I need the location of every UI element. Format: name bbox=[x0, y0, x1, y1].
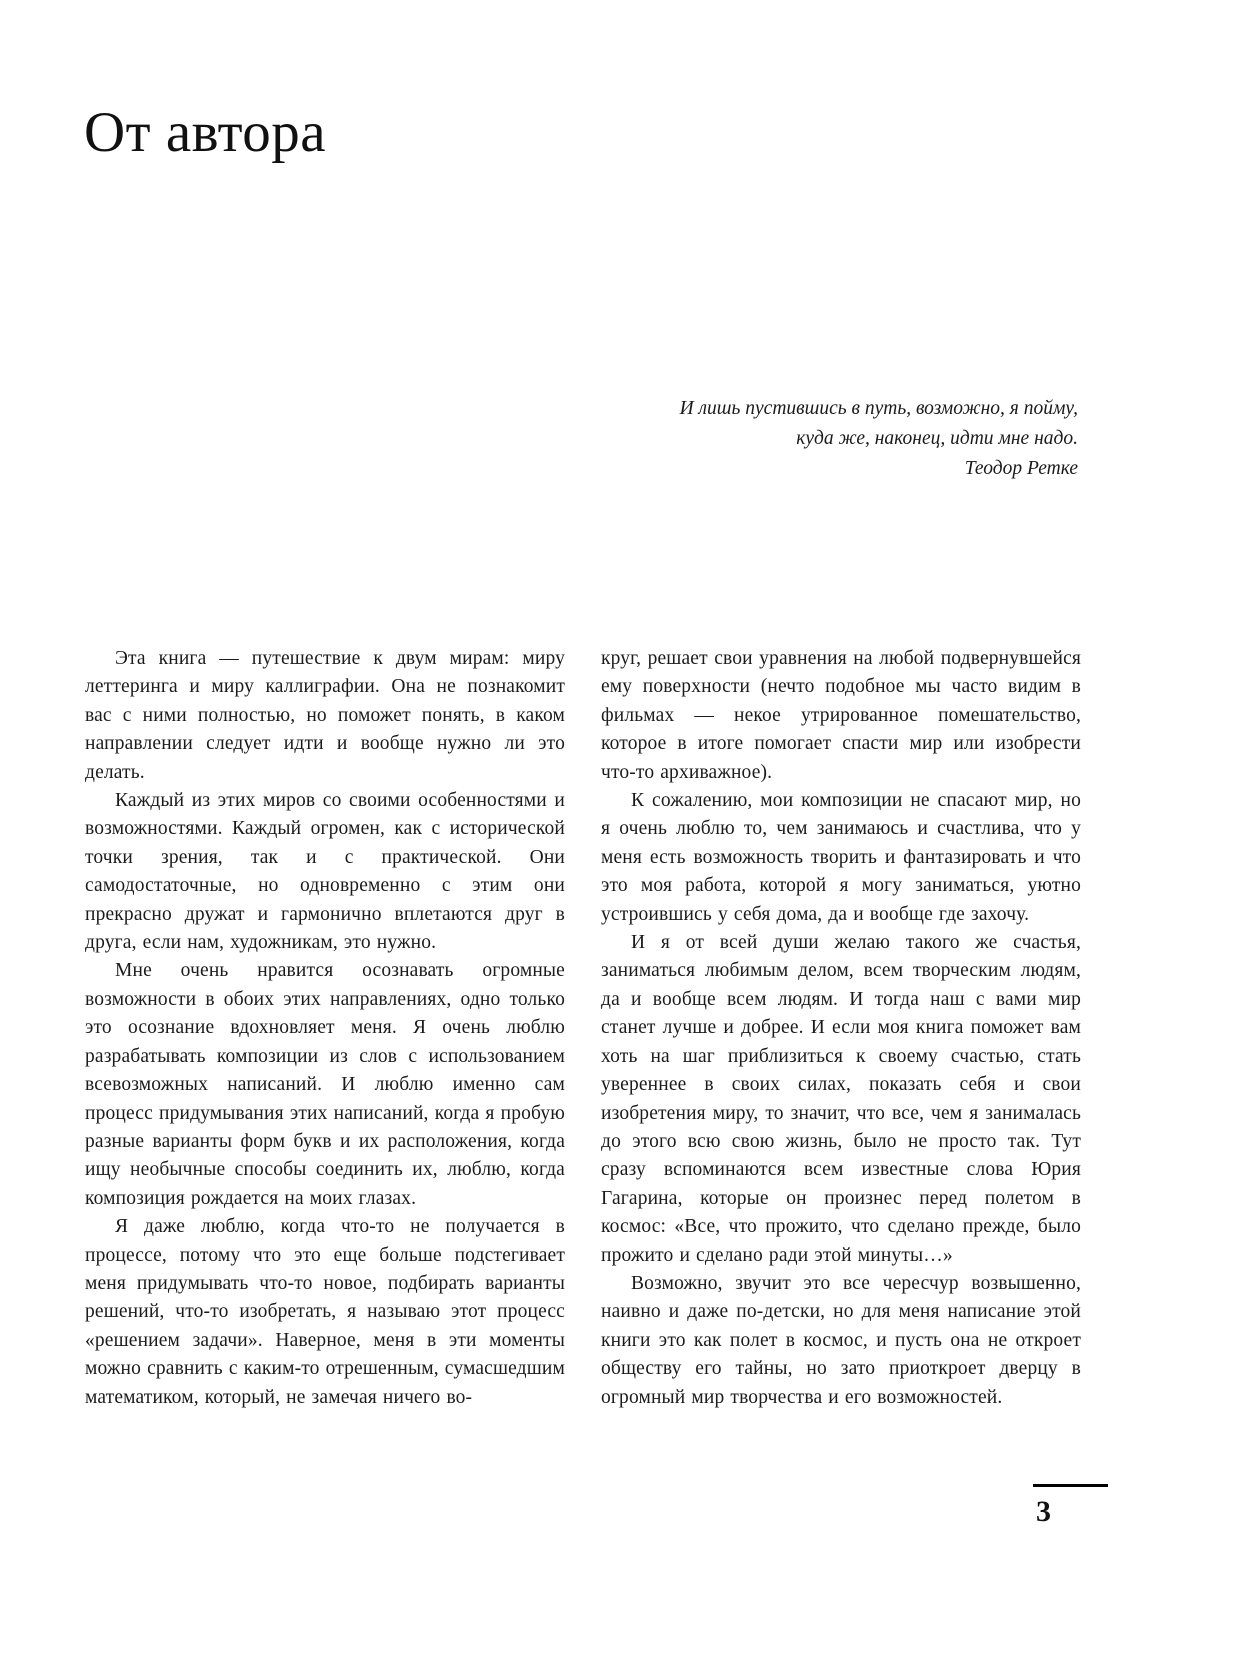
page-footer bbox=[1033, 1484, 1108, 1529]
epigraph-line-1: И лишь пустившись в путь, возможно, я пойму, bbox=[679, 398, 1078, 419]
folio-rule bbox=[1033, 1484, 1108, 1487]
paragraph: Я даже люблю, когда что-то не получается в процессе, потому что это еще больше подстегивает меня придумывать что-то новое, подбирать варианты решений, что-то изобретать, я называю этот процесс «решением задачи». Наверное, меня в эти моменты можно сравнить с каким-то отрешенным, сумасшедшим математиком, который, не замечая ничего во- bbox=[85, 1216, 565, 1408]
epigraph-line-2: куда же, наконец, идти мне надо. bbox=[796, 428, 1078, 449]
paragraph: И я от всей души желаю такого же счастья, заниматься любимым делом, всем творческим людям, да и вообще всем людям. И тогда наш с вами мир станет лучше и добрее. И если моя книга поможет вам хоть на шаг приблизиться к своему счастью, стать увереннее в своих силах, показать себя и свои изобретения миру, то значит, что все, чем я занималась до этого всю свою жизнь, было не просто так. Тут сразу вспоминаются всем известные слова Юрия Гагарина, которые он произнес перед полетом в космос: «Все, что прожито, что сделано прежде, было прожито и сделано ради этой минуты…» bbox=[601, 932, 1081, 1266]
chapter-title: От автора bbox=[84, 101, 327, 165]
epigraph-author: Теодор Ретке bbox=[964, 458, 1078, 479]
paragraph: Эта книга — путешествие к двум мирам: миру леттеринга и миру каллиграфии. Она не познакомит вас с ними полностью, но поможет понять, в каком направлении следует идти и вообще нужно ли это делать. bbox=[85, 648, 565, 783]
paragraph: Возможно, звучит это все чересчур возвышенно, наивно и даже по-детски, но для меня написание этой книги это как полет в космос, и пусть она не откроет обществу его тайны, но зато приоткроет дверцу в огромный мир творчества и его возможностей. bbox=[601, 1272, 1081, 1408]
right-column bbox=[601, 645, 1081, 1412]
left-column bbox=[85, 645, 565, 1412]
paragraph: Мне очень нравится осознавать огромные возможности в обоих этих направлениях, одно только это осознание вдохновляет меня. Я очень люблю разрабатывать композиции из слов с использованием всевозможных написаний. И люблю именно сам процесс придумывания этих написаний, когда я пробую разные варианты форм букв и их расположения, когда ищу необычные способы соединить их, люблю, когда композиция рождается на моих глазах. bbox=[85, 960, 565, 1209]
page-number: 3 bbox=[1036, 1495, 1051, 1528]
body-text bbox=[85, 645, 1081, 1412]
paragraph: К сожалению, мои композиции не спасают мир, но я очень люблю то, чем занимаюсь и счастлива, что у меня есть возможность творить и фантазировать и что это моя работа, которой я могу заниматься, уютно устроившись у себя дома, да и вообще где захочу. bbox=[601, 790, 1081, 925]
paragraph: Каждый из этих миров со своими особенностями и возможностями. Каждый огромен, как с исторической точки зрения, так и с практической. Они самодостаточные, но одновременно с этим они прекрасно дружат и гармонично вплетаются друг в друга, если нам, художникам, это нужно. bbox=[85, 790, 565, 954]
paragraph-continuation: круг, решает свои уравнения на любой подвернувшейся ему поверхности (нечто подобное мы часто видим в фильмах — некое утрированное помешательство, которое в итоге помогает спасти мир или изобрести что-то архиважное). bbox=[601, 648, 1081, 783]
epigraph bbox=[680, 394, 1078, 484]
